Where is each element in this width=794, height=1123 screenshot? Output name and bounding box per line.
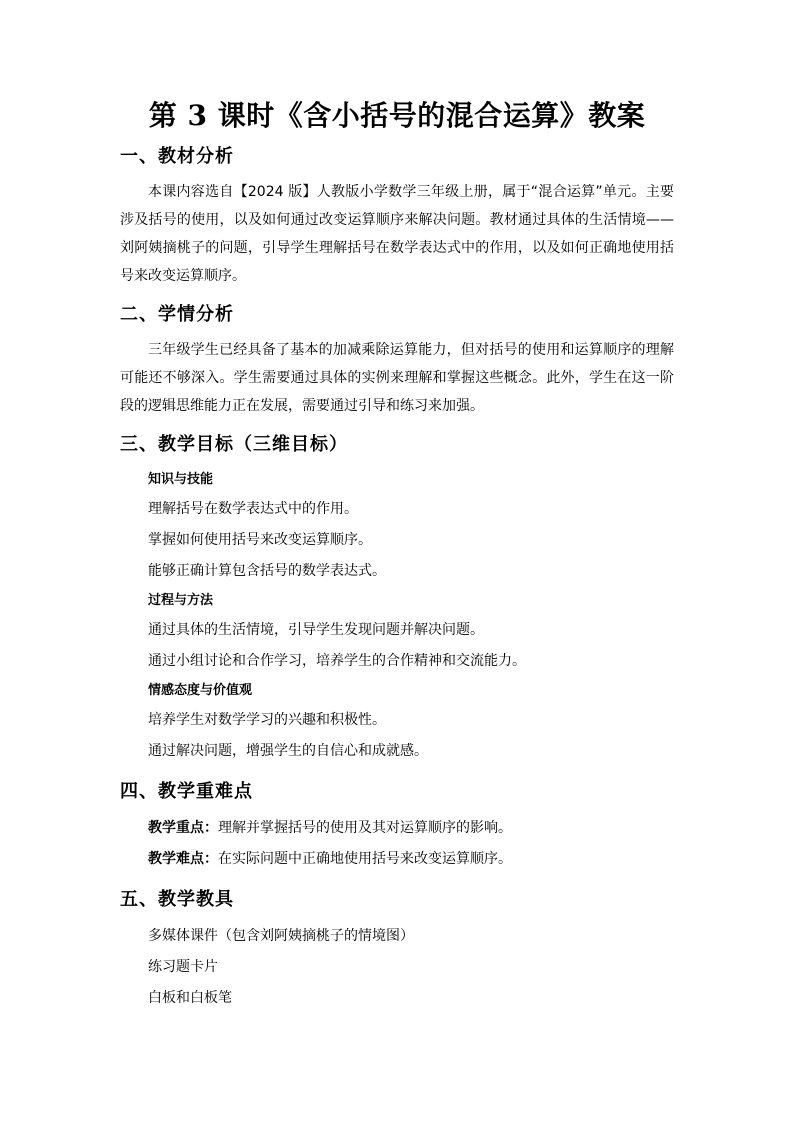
document-title: 第 3 课时《含小括号的混合运算》教案 — [148, 99, 646, 132]
section-heading-teaching-objectives: 三、教学目标（三维目标） — [120, 434, 348, 455]
objective-item: 培养学生对数学学习的兴趣和积极性。 — [148, 712, 386, 728]
teaching-aid-item: 练习题卡片 — [148, 959, 218, 975]
textbook-analysis-paragraph: 本课内容选自【2024 版】人教版小学数学三年级上册，属于“混合运算”单元。主要涉及括号的使用，以及如何通过改变运算顺序来解决问题。教材通过具体的生活情境——刘阿姨摘桃子的问题，引导学生理解括号在数学表达式中的作用，以及如何正确地使用括号来改变运算顺序。 — [120, 184, 674, 284]
section-heading-textbook-analysis: 一、教材分析 — [120, 146, 234, 167]
teaching-aid-item: 白板和白板笔 — [148, 990, 232, 1006]
objective-item: 通过解决问题，增强学生的自信心和成就感。 — [148, 743, 428, 759]
objective-item: 能够正确计算包含括号的数学表达式。 — [148, 563, 386, 579]
difficult-point-text: 在实际问题中正确地使用括号来改变运算顺序。 — [218, 851, 512, 867]
objective-group-label: 情感态度与价值观 — [148, 683, 253, 698]
section-heading-key-difficult-points: 四、教学重难点 — [120, 781, 253, 802]
difficult-point-line — [120, 844, 674, 875]
objective-item: 通过具体的生活情境，引导学生发现问题并解决问题。 — [148, 622, 484, 638]
objective-item: 理解括号在数学表达式中的作用。 — [148, 501, 358, 517]
objective-item: 掌握如何使用括号来改变运算顺序。 — [148, 532, 372, 548]
key-point-text: 理解并掌握括号的使用及其对运算顺序的影响。 — [218, 820, 512, 836]
objective-group-label: 过程与方法 — [148, 593, 214, 608]
teaching-aid-item: 多媒体课件（包含刘阿姨摘桃子的情境图） — [148, 928, 414, 944]
difficult-point-label: 教学难点： — [148, 851, 218, 867]
section-heading-student-analysis: 二、学情分析 — [120, 304, 234, 325]
key-point-label: 教学重点： — [148, 820, 218, 836]
objective-group-label: 知识与技能 — [148, 472, 214, 487]
section-heading-teaching-aids: 五、教学教具 — [120, 889, 234, 910]
objective-item: 通过小组讨论和合作学习，培养学生的合作精神和交流能力。 — [148, 653, 526, 669]
student-analysis-paragraph: 三年级学生已经具备了基本的加减乘除运算能力，但对括号的使用和运算顺序的理解可能还不够深入。学生需要通过具体的实例来理解和掌握这些概念。此外，学生在这一阶段的逻辑思维能力正在发展，需要通过引导和练习来加强。 — [120, 342, 674, 414]
key-point-line — [120, 813, 674, 844]
